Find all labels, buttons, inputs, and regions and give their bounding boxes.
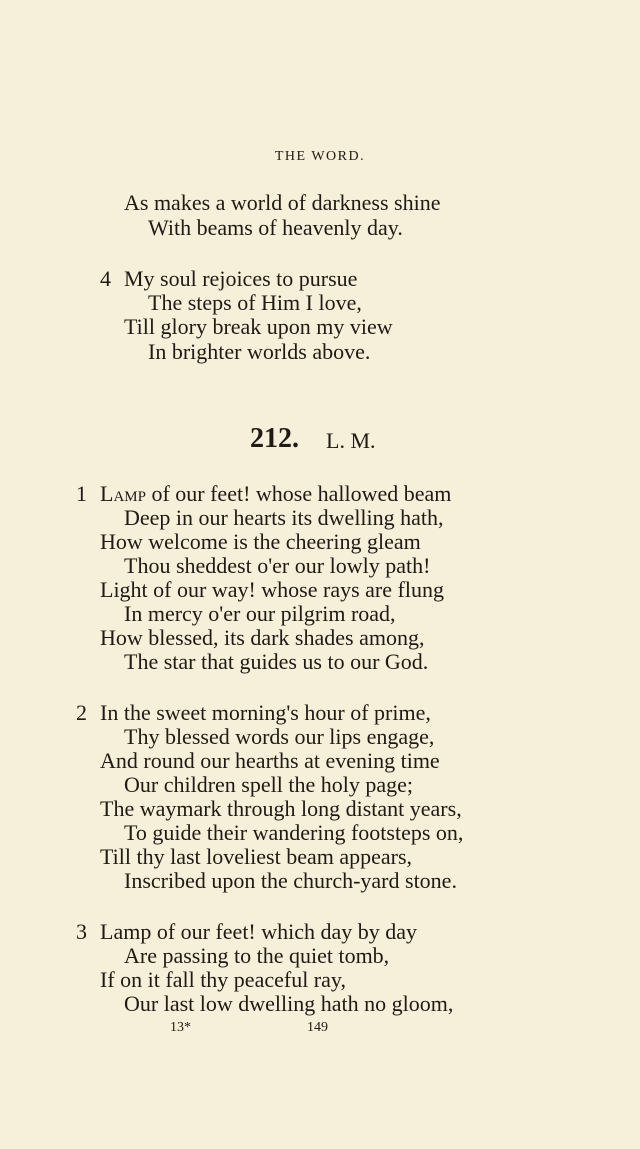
verse-line: With beams of heavenly day. bbox=[148, 215, 403, 240]
verse-line: The waymark through long distant years, bbox=[100, 796, 462, 821]
verse-line: Thou sheddest o'er our lowly path! bbox=[124, 553, 431, 578]
verse-line: How blessed, its dark shades among, bbox=[100, 625, 425, 650]
verse-line: To guide their wandering footsteps on, bbox=[124, 820, 464, 845]
verse-line: In the sweet morning's hour of prime, bbox=[100, 700, 431, 725]
verse-line-rest: of our feet! whose hallowed beam bbox=[145, 481, 452, 506]
hymn-number: 212. bbox=[250, 423, 299, 454]
verse-number: 1 bbox=[76, 481, 87, 506]
verse-line: Thy blessed words our lips engage, bbox=[124, 724, 435, 749]
verse-line: Our children spell the holy page; bbox=[124, 772, 413, 797]
verse-line: Lamp of our feet! which day by day bbox=[100, 919, 418, 944]
verse-line: Our last low dwelling hath no gloom, bbox=[124, 991, 454, 1016]
verse-line bbox=[100, 483, 451, 505]
verse-line: Till glory break upon my view bbox=[124, 314, 393, 339]
verse-line: Deep in our hearts its dwelling hath, bbox=[124, 505, 444, 530]
verse-line: My soul rejoices to pursue bbox=[124, 266, 358, 291]
running-header: THE WORD. bbox=[274, 149, 366, 164]
verse-line: The steps of Him I love, bbox=[148, 290, 362, 315]
page-number: 149 bbox=[307, 1020, 328, 1035]
signature-mark: 13* bbox=[170, 1020, 191, 1035]
verse-line: As makes a world of darkness shine bbox=[124, 190, 441, 215]
verse-line: Till thy last loveliest beam appears, bbox=[100, 844, 413, 869]
verse-line: Are passing to the quiet tomb, bbox=[124, 943, 390, 968]
verse-line: Light of our way! whose rays are flung bbox=[100, 577, 444, 602]
hymn-meter: L. M. bbox=[326, 428, 376, 453]
verse-number: 4 bbox=[100, 266, 111, 291]
verse-line: In brighter worlds above. bbox=[148, 339, 371, 364]
verse-number: 3 bbox=[76, 919, 87, 944]
verse-line: The star that guides us to our God. bbox=[124, 649, 429, 674]
verse-line: Inscribed upon the church-yard stone. bbox=[124, 868, 457, 893]
verse-line: If on it fall thy peaceful ray, bbox=[100, 967, 346, 992]
verse-line: And round our hearths at evening time bbox=[100, 748, 440, 773]
drop-word: Lamp bbox=[100, 481, 146, 506]
verse-line: How welcome is the cheering gleam bbox=[100, 529, 421, 554]
verse-line: In mercy o'er our pilgrim road, bbox=[124, 601, 396, 626]
verse-number: 2 bbox=[76, 700, 87, 725]
